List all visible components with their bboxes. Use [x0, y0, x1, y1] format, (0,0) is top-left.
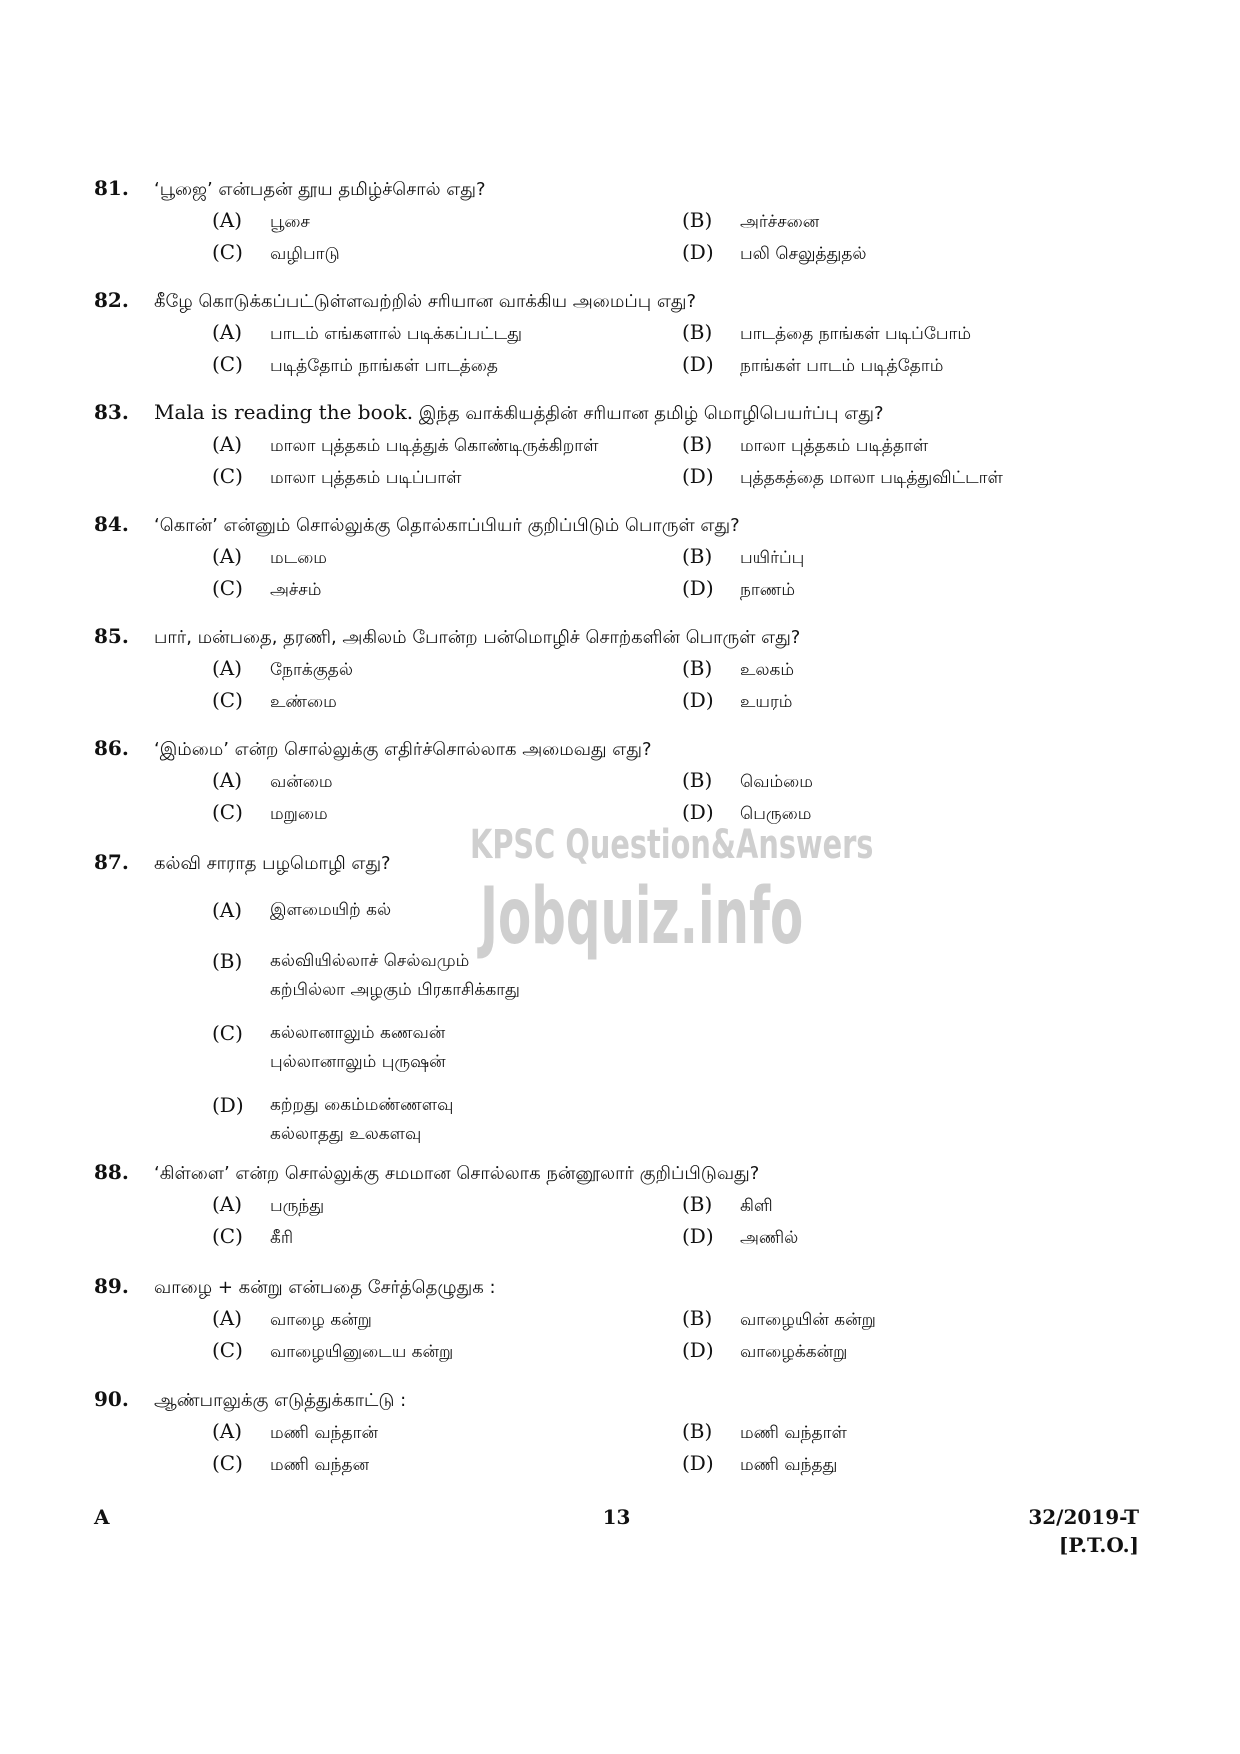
watermark-line2: Jobquiz.info — [480, 872, 804, 962]
option-b — [682, 1419, 1122, 1445]
option-label: (D) — [682, 688, 714, 712]
option-text: இளமையிற் கல் — [270, 900, 392, 920]
option-text: மறுமை — [270, 804, 328, 824]
question-90 — [94, 1387, 1134, 1483]
paper-code: 32/2019-T — [1028, 1505, 1139, 1529]
option-label: (D) — [212, 1093, 244, 1117]
option-d — [682, 1451, 1122, 1477]
option-label: (B) — [682, 1306, 713, 1330]
question-87 — [94, 850, 1134, 1163]
question-number: 84. — [94, 512, 129, 536]
question-number: 88. — [94, 1160, 129, 1184]
option-d — [682, 352, 1122, 378]
option-label: (D) — [682, 1338, 714, 1362]
option-text: புத்தகத்தை மாலா படித்துவிட்டாள் — [740, 468, 1003, 488]
option-text: புல்லானாலும் புருஷன் — [270, 1052, 446, 1072]
question-83 — [94, 400, 1134, 496]
option-label: (C) — [212, 1338, 243, 1362]
question-number: 90. — [94, 1387, 129, 1411]
option-text: பெருமை — [740, 804, 812, 824]
option-text: மணி வந்தான் — [270, 1423, 378, 1443]
option-label: (D) — [682, 352, 714, 376]
option-text: வாழை கன்று — [270, 1310, 372, 1330]
page-number: 13 — [602, 1505, 631, 1529]
option-label: (C) — [212, 1021, 243, 1045]
option-label: (A) — [212, 768, 243, 792]
option-label: (C) — [212, 1451, 243, 1475]
option-text: அர்ச்சனை — [740, 212, 820, 232]
please-turn-over: [P.T.O.] — [1058, 1533, 1139, 1557]
question-text — [154, 400, 884, 426]
option-text: கல்வியில்லாச் செல்வமும் — [270, 951, 470, 971]
question-86 — [94, 736, 1134, 832]
option-label: (B) — [682, 1192, 713, 1216]
option-d — [682, 240, 1122, 266]
option-text: பலி செலுத்துதல் — [740, 244, 867, 264]
option-label: (A) — [212, 898, 243, 922]
option-b — [212, 947, 1134, 1005]
question-number: 85. — [94, 624, 129, 648]
option-label: (D) — [682, 464, 714, 488]
option-d — [682, 576, 1122, 602]
option-a — [212, 768, 682, 794]
option-label: (D) — [682, 1224, 714, 1248]
page-footer — [94, 1505, 1139, 1565]
option-a — [212, 1419, 682, 1445]
option-label: (D) — [682, 576, 714, 600]
option-c — [212, 240, 682, 266]
option-a — [212, 656, 682, 682]
option-text: பாடம் எங்களால் படிக்கப்பட்டது — [270, 324, 522, 344]
option-text: கிளி — [740, 1196, 773, 1216]
option-d — [682, 688, 1122, 714]
option-label: (C) — [212, 464, 243, 488]
option-label: (A) — [212, 1306, 243, 1330]
option-text: வெம்மை — [740, 772, 813, 792]
question-88 — [94, 1160, 1134, 1256]
option-label: (A) — [212, 320, 243, 344]
option-b — [682, 1306, 1122, 1332]
question-number: 82. — [94, 288, 129, 312]
option-label: (C) — [212, 688, 243, 712]
option-text: வாழைக்கன்று — [740, 1342, 848, 1362]
option-text: கற்பில்லா அழகும் பிரகாசிக்காது — [270, 980, 520, 1000]
option-b — [682, 1192, 1122, 1218]
question-number: 86. — [94, 736, 129, 760]
option-text: நோக்குதல் — [270, 660, 353, 680]
question-text: கல்வி சாராத பழமொழி எது? — [154, 853, 391, 874]
option-label: (A) — [212, 208, 243, 232]
option-a — [212, 320, 682, 346]
option-text: மணி வந்தன — [270, 1455, 370, 1475]
option-text: நாங்கள் பாடம் படித்தோம் — [740, 356, 944, 376]
option-text: பூசை — [270, 212, 310, 232]
question-82 — [94, 288, 1134, 384]
option-label: (B) — [682, 208, 713, 232]
option-label: (A) — [212, 1192, 243, 1216]
option-text: வாழையின் கன்று — [740, 1310, 876, 1330]
option-text: கல்லாதது உலகளவு — [270, 1124, 422, 1144]
question-text: ஆண்பாலுக்கு எடுத்துக்காட்டு : — [154, 1390, 407, 1411]
question-number: 81. — [94, 176, 129, 200]
option-c — [212, 1338, 682, 1364]
option-b — [682, 432, 1122, 458]
option-text: அச்சம் — [270, 580, 322, 600]
option-label: (B) — [682, 432, 713, 456]
question-84 — [94, 512, 1134, 608]
option-b — [682, 320, 1122, 346]
option-c — [212, 1451, 682, 1477]
option-text: கீரி — [270, 1228, 294, 1248]
option-d — [682, 1224, 1122, 1250]
option-text: மாலா புத்தகம் படித்துக் கொண்டிருக்கிறாள் — [270, 436, 599, 456]
question-text: ‘கொன்’ என்னும் சொல்லுக்கு தொல்காப்பியர் குறிப்பிடும் பொருள் எது? — [154, 515, 740, 536]
option-text: மாலா புத்தகம் படித்தாள் — [740, 436, 929, 456]
question-81 — [94, 176, 1134, 272]
option-text: படித்தோம் நாங்கள் பாடத்தை — [270, 356, 498, 376]
question-text: ‘கிள்ளை’ என்ற சொல்லுக்கு சமமான சொல்லாக நன்னூலார் குறிப்பிடுவது? — [154, 1163, 760, 1184]
question-text: ‘பூஜை’ என்பதன் தூய தமிழ்ச்சொல் எது? — [154, 179, 486, 200]
option-label: (B) — [682, 544, 713, 568]
option-label: (D) — [682, 1451, 714, 1475]
option-text: பருந்து — [270, 1196, 325, 1216]
option-text: உயரம் — [740, 692, 793, 712]
question-85 — [94, 624, 1134, 720]
option-text: மடமை — [270, 548, 327, 568]
question-number: 83. — [94, 400, 129, 424]
option-label: (C) — [212, 240, 243, 264]
option-a — [212, 1192, 682, 1218]
option-b — [682, 544, 1122, 570]
option-text: கற்றது கைம்மண்ணளவு — [270, 1095, 454, 1115]
option-text: உண்மை — [270, 692, 337, 712]
option-label: (B) — [212, 949, 243, 973]
option-text: பயிர்ப்பு — [740, 548, 805, 568]
question-text: ‘இம்மை’ என்ற சொல்லுக்கு எதிர்ச்சொல்லாக அமைவது எது? — [154, 739, 652, 760]
option-c — [212, 688, 682, 714]
option-c — [212, 1224, 682, 1250]
option-a — [212, 896, 1134, 925]
option-b — [682, 768, 1122, 794]
english-sentence: Mala is reading the book. — [154, 400, 414, 424]
question-text: வாழை + கன்று என்பதை சேர்த்தெழுதுக : — [154, 1277, 496, 1298]
option-a — [212, 208, 682, 234]
option-a — [212, 1306, 682, 1332]
option-label: (A) — [212, 656, 243, 680]
option-text: வன்மை — [270, 772, 333, 792]
option-c — [212, 1019, 1134, 1077]
option-d — [212, 1091, 1134, 1149]
watermark-line1: KPSC Question&Answers — [470, 822, 874, 868]
option-label: (C) — [212, 800, 243, 824]
option-label: (C) — [212, 1224, 243, 1248]
option-label: (B) — [682, 320, 713, 344]
booklet-series: A — [94, 1505, 110, 1529]
option-text: மணி வந்தாள் — [740, 1423, 847, 1443]
option-text: பாடத்தை நாங்கள் படிப்போம் — [740, 324, 972, 344]
option-c — [212, 464, 682, 490]
option-b — [682, 656, 1122, 682]
option-d — [682, 464, 1122, 490]
option-a — [212, 544, 682, 570]
question-number: 87. — [94, 850, 129, 874]
question-89 — [94, 1274, 1134, 1370]
option-text: அணில் — [740, 1228, 799, 1248]
option-label: (B) — [682, 768, 713, 792]
option-label: (B) — [682, 1419, 713, 1443]
option-text: வாழையினுடைய கன்று — [270, 1342, 454, 1362]
option-c — [212, 576, 682, 602]
option-a — [212, 432, 682, 458]
option-text: நாணம் — [740, 580, 796, 600]
option-b — [682, 208, 1122, 234]
option-label: (C) — [212, 352, 243, 376]
question-text: பார், மன்பதை, தரணி, அகிலம் போன்ற பன்மொழிச் சொற்களின் பொருள் எது? — [154, 627, 801, 648]
option-label: (B) — [682, 656, 713, 680]
option-text: மாலா புத்தகம் படிப்பாள் — [270, 468, 462, 488]
option-text: மணி வந்தது — [740, 1455, 838, 1475]
question-number: 89. — [94, 1274, 129, 1298]
option-text: கல்லானாலும் கணவன் — [270, 1023, 446, 1043]
option-d — [682, 1338, 1122, 1364]
option-label: (A) — [212, 432, 243, 456]
option-c — [212, 352, 682, 378]
question-text: கீழே கொடுக்கப்பட்டுள்ளவற்றில் சரியான வாக்கிய அமைப்பு எது? — [154, 291, 697, 312]
option-label: (C) — [212, 576, 243, 600]
option-label: (D) — [682, 800, 714, 824]
question-text-tamil: இந்த வாக்கியத்தின் சரியான தமிழ் மொழிபெயர்ப்பு எது? — [413, 403, 884, 424]
option-text: வழிபாடு — [270, 244, 340, 264]
option-label: (A) — [212, 544, 243, 568]
option-text: உலகம் — [740, 660, 795, 680]
option-label: (A) — [212, 1419, 243, 1443]
option-label: (D) — [682, 240, 714, 264]
